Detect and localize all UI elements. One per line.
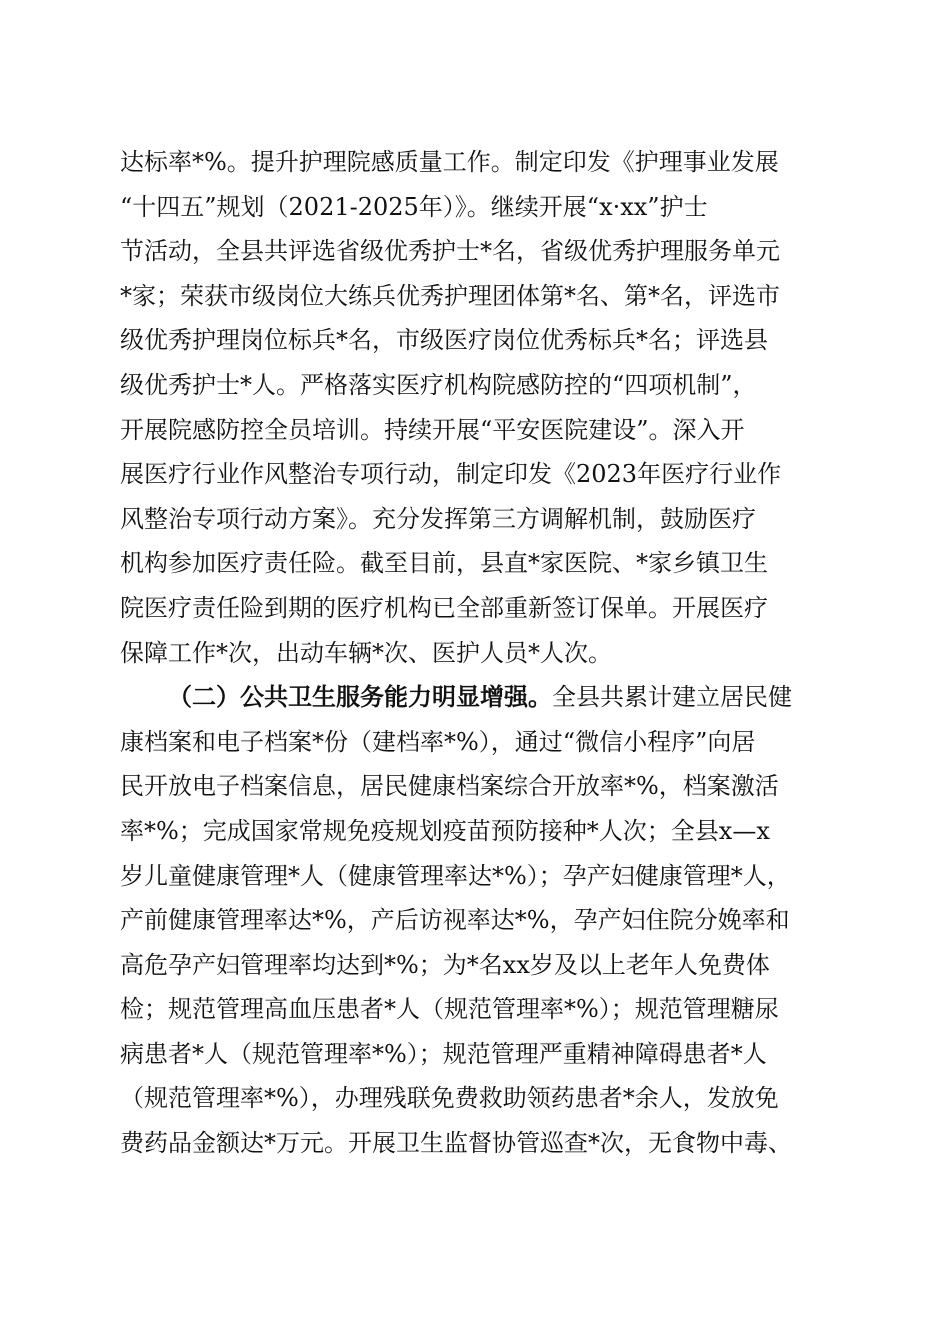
paragraph-line: 达标率*%。提升护理院感质量工作。制定印发《护理事业发展 xyxy=(120,148,779,176)
paragraph-line: 率*%；完成国家常规免疫规划疫苗预防接种*人次；全县x—x xyxy=(120,816,770,845)
paragraph-line: 民开放电子档案信息，居民健康档案综合开放率*%，档案激活 xyxy=(120,772,779,801)
section-heading-rest: 全县共累计建立居民健 xyxy=(552,683,792,712)
paragraph-line: 费药品金额达*万元。开展卫生监督协管巡查*次，无食物中毒、 xyxy=(120,1129,792,1158)
section-heading-line xyxy=(120,675,840,720)
paragraph-line: 高危孕产妇管理率均达到*%；为*名xx岁及以上老年人免费体 xyxy=(120,950,770,979)
body-text xyxy=(120,140,840,1166)
paragraph-line: 级优秀护士*人。严格落实医疗机构院感防控的“四项机制”， xyxy=(120,370,757,399)
paragraph-line: 风整治专项行动方案》。充分发挥第三方调解机制，鼓励医疗 xyxy=(120,504,756,533)
paragraph-line: 病患者*人（规范管理率*%）；规范管理严重精神障碍患者*人 xyxy=(120,1039,767,1068)
paragraph-line: 岁儿童健康管理*人（健康管理率达*%）；孕产妇健康管理*人， xyxy=(120,861,791,890)
paragraph-line: 检；规范管理高血压患者*人（规范管理率*%）；规范管理糖尿 xyxy=(120,995,779,1024)
paragraph-line: *家；荣获市级岗位大练兵优秀护理团体第*名、第*名，评选市 xyxy=(120,281,780,310)
paragraph-line: “十四五”规划（2021-2025年）》。继续开展“x·xx”护士 xyxy=(120,192,708,221)
paragraph-line: 展医疗行业作风整治专项行动，制定印发《2023年医疗行业作 xyxy=(120,460,782,489)
paragraph-line: （规范管理率*%），办理残联免费救助领药患者*余人，发放免 xyxy=(120,1084,779,1113)
paragraph-line: 节活动，全县共评选省级优秀护士*名，省级优秀护理服务单元 xyxy=(120,237,780,266)
paragraph-line: 机构参加医疗责任险。截至目前，县直*家医院、*家乡镇卫生 xyxy=(120,549,768,578)
paragraph-line: 开展院感防控全员培训。持续开展“平安医院建设”。深入开 xyxy=(120,415,745,444)
section-heading: （二）公共卫生服务能力明显增强。 xyxy=(168,682,552,712)
paragraph-line: 保障工作*次，出动车辆*次、医护人员*人次。 xyxy=(120,638,612,667)
paragraph-line: 产前健康管理率达*%，产后访视率达*%，孕产妇住院分娩率和 xyxy=(120,906,790,935)
paragraph-line: 康档案和电子档案*份（建档率*%），通过“微信小程序”向居 xyxy=(120,727,756,756)
paragraph-line: 级优秀护理岗位标兵*名，市级医疗岗位优秀标兵*名；评选县 xyxy=(120,326,768,355)
paragraph-line: 院医疗责任险到期的医疗机构已全部重新签订保单。开展医疗 xyxy=(120,593,768,622)
